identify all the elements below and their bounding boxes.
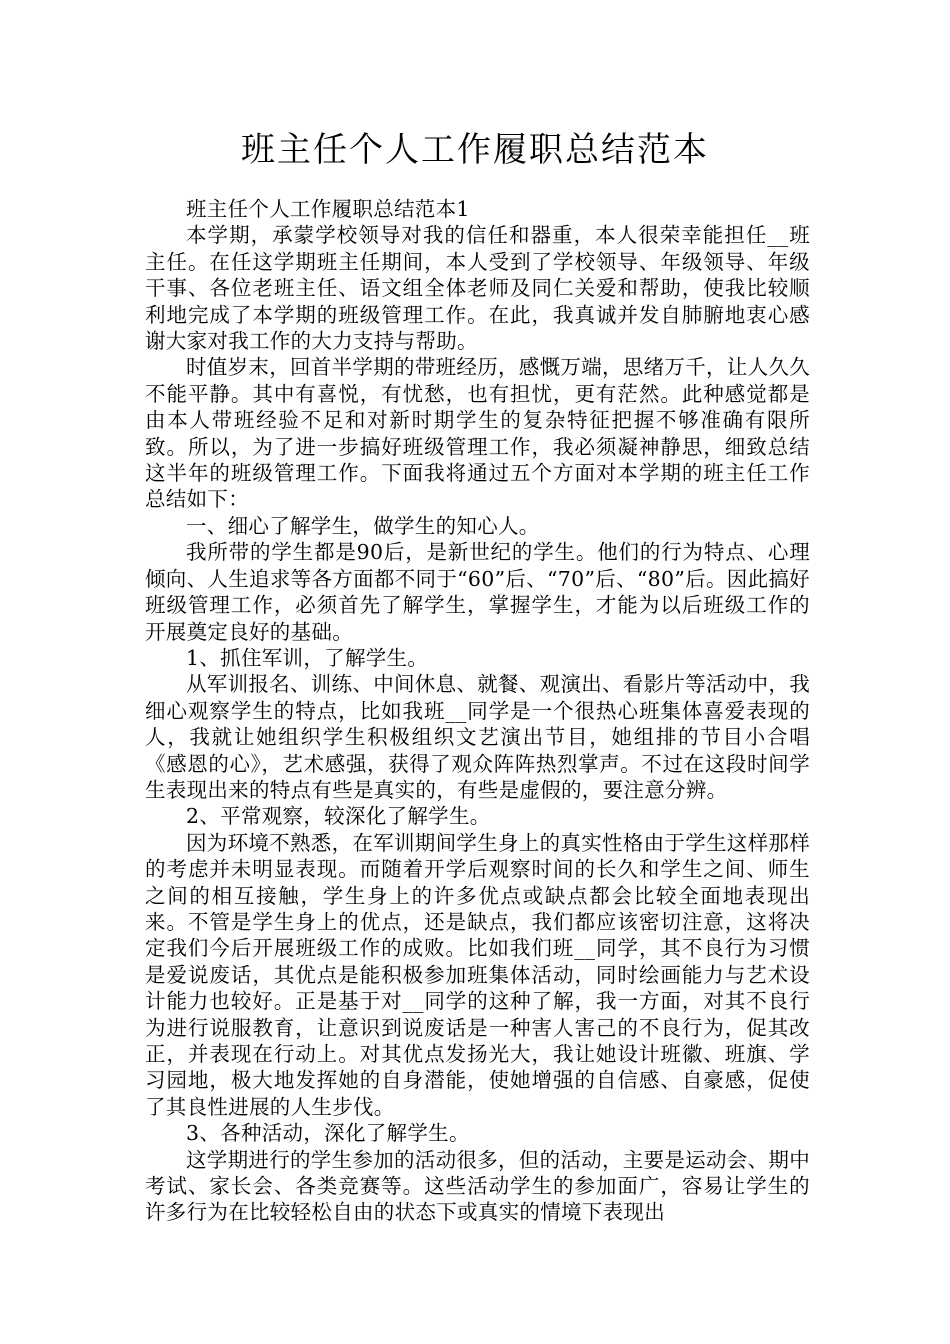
document-body	[145, 196, 810, 1226]
paragraph: 这学期进行的学生参加的活动很多，但的活动，主要是运动会、期中考试、家长会、各类竞赛等。这些活动学生的参加面广，容易让学生的许多行为在比较轻松自由的状态下或真实的情境下表现出	[145, 1147, 810, 1225]
paragraph: 从军训报名、训练、中间休息、就餐、观演出、看影片等活动中，我细心观察学生的特点，比如我班__同学是一个很热心班集体喜爱表现的人，我就让她组织学生积极组织文艺演出节目，她组排的节目小合唱《感恩的心》，艺术感强，获得了观众阵阵热烈掌声。不过在这段时间学生表现出来的特点有些是真实的，有些是虚假的，要注意分辨。	[145, 672, 810, 802]
document-title: 班主任个人工作履职总结范本	[241, 130, 709, 170]
sub-heading: 3、各种活动，深化了解学生。	[186, 1121, 470, 1146]
sub-heading: 2、平常观察，较深化了解学生。	[186, 804, 491, 829]
paragraph: 时值岁末，回首半学期的带班经历，感慨万端，思绪万千，让人久久不能平静。其中有喜悦，有忧愁，也有担忧，更有茫然。此种感觉都是由本人带班经验不足和对新时期学生的复杂特征把握不够准确有限所致。所以，为了进一步搞好班级管理工作，我必须凝神静思，细致总结这半年的班级管理工作。下面我将通过五个方面对本学期的班主任工作总结如下：	[145, 355, 810, 512]
paragraph: 因为环境不熟悉，在军训期间学生身上的真实性格由于学生这样那样的考虑并未明显表现。而随着开学后观察时间的长久和学生之间、师生之间的相互接触，学生身上的许多优点或缺点都会比较全面地表现出来。不管是学生身上的优点，还是缺点，我们都应该密切注意，这将决定我们今后开展班级工作的成败。比如我们班__同学，其不良行为习惯是爱说废话，其优点是能积极参加班集体活动，同时绘画能力与艺术设计能力也较好。正是基于对__同学的这种了解，我一方面，对其不良行为进行说服教育，让意识到说废话是一种害人害己的不良行为，促其改正，并表现在行动上。对其优点发扬光大，我让她设计班徽、班旗、学习园地，极大地发挥她的自身潜能，使她增强的自信感、自豪感，促使了其良性进展的人生步伐。	[145, 830, 810, 1119]
section-heading: 一、细心了解学生，做学生的知心人。	[186, 513, 540, 538]
sub-heading: 1、抓住军训，了解学生。	[186, 645, 429, 670]
paragraph: 我所带的学生都是90后，是新世纪的学生。他们的行为特点、心理倾向、人生追求等各方面都不同于“60”后、“70”后、“80”后。因此搞好班级管理工作，必须首先了解学生，掌握学生，才能为以后班级工作的开展奠定良好的基础。	[145, 540, 810, 644]
paragraph: 本学期，承蒙学校领导对我的信任和器重，本人很荣幸能担任__班主任。在任这学期班主任期间，本人受到了学校领导、年级领导、年级干事、各位老班主任、语文组全体老师及同仁关爱和帮助，使我比较顺利地完成了本学期的班级管理工作。在此，我真诚并发自肺腑地衷心感谢大家对我工作的大力支持与帮助。	[145, 223, 810, 354]
section-heading: 班主任个人工作履职总结范本1	[186, 197, 470, 221]
